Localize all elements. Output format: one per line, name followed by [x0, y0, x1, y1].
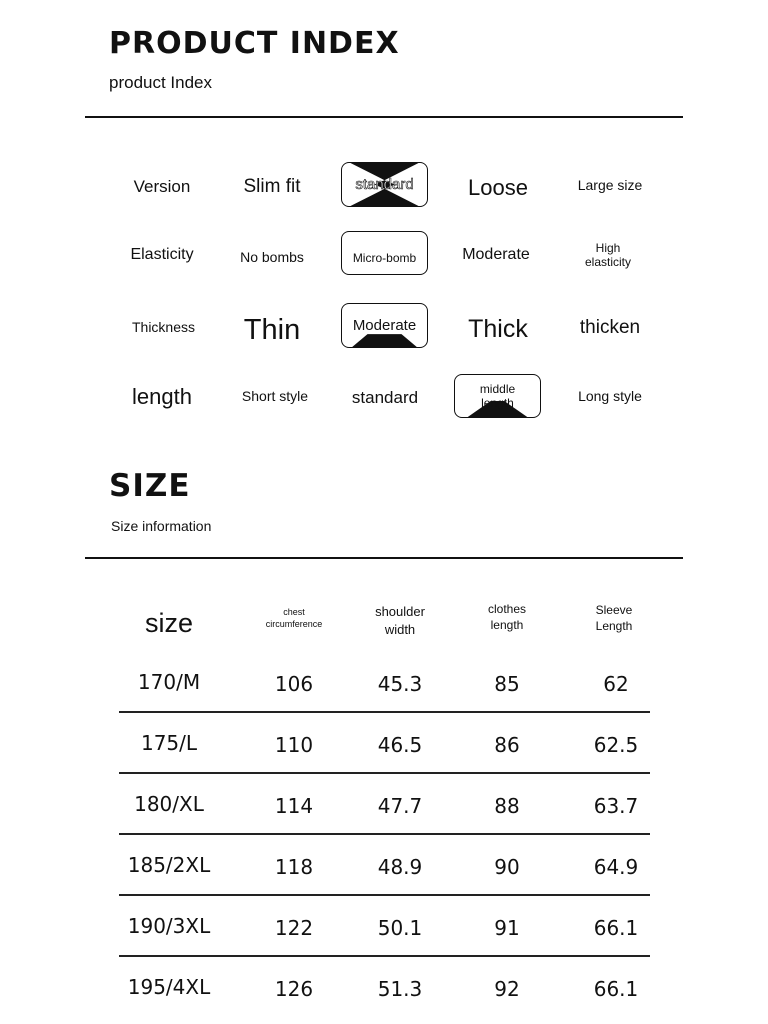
- page-subtitle: product Index: [109, 73, 213, 92]
- divider: [85, 116, 683, 118]
- size-section-title: SIZE: [109, 468, 191, 504]
- table-cell: 66.1: [593, 977, 639, 1001]
- table-cell: 45.3: [377, 672, 423, 696]
- index-option-selected: [341, 231, 428, 275]
- table-cell: 91: [494, 916, 520, 940]
- index-row-label: Thickness: [131, 318, 196, 335]
- index-option: Loose: [468, 174, 528, 200]
- row-divider: [119, 772, 650, 774]
- row-divider: [119, 894, 650, 896]
- index-option-label: Micro-bomb: [352, 250, 417, 265]
- table-cell: 51.3: [377, 977, 423, 1001]
- index-option: High elasticity: [584, 240, 631, 269]
- table-cell: 63.7: [593, 794, 639, 818]
- table-cell: 85: [494, 672, 520, 696]
- index-option: Short style: [241, 387, 309, 404]
- index-option: Long style: [578, 387, 642, 404]
- table-cell: 114: [274, 794, 314, 818]
- size-section-subtitle: Size information: [111, 518, 212, 534]
- divider: [85, 557, 683, 559]
- table-cell: 118: [274, 855, 314, 879]
- table-cell: 62.5: [593, 733, 639, 757]
- row-divider: [119, 711, 650, 713]
- page-title: PRODUCT INDEX: [109, 26, 400, 61]
- index-option: Thin: [243, 313, 301, 346]
- index-option-selected: [341, 162, 428, 207]
- index-option-selected: [454, 374, 541, 418]
- table-header-clothes-length: clothes length: [487, 602, 527, 633]
- table-cell: 122: [274, 916, 314, 940]
- index-option: Slim fit: [243, 175, 301, 197]
- index-option-label: middle length: [479, 381, 516, 410]
- index-option-selected: [341, 303, 428, 348]
- table-cell: 88: [494, 794, 520, 818]
- table-cell: 46.5: [377, 733, 423, 757]
- table-cell: 47.7: [377, 794, 423, 818]
- row-divider: [119, 833, 650, 835]
- table-cell: 126: [274, 977, 314, 1001]
- row-divider: [119, 955, 650, 957]
- index-option-label: standard: [355, 175, 414, 193]
- table-cell-size: 175/L: [140, 731, 198, 755]
- index-option: Moderate: [462, 246, 530, 264]
- table-header-shoulder: shoulder width: [375, 604, 425, 637]
- table-cell: 66.1: [593, 916, 639, 940]
- table-cell-size: 190/3XL: [127, 914, 211, 938]
- table-cell: 48.9: [377, 855, 423, 879]
- index-option: Thick: [468, 315, 528, 343]
- index-row-label: Version: [133, 176, 191, 196]
- index-option-label: Moderate: [352, 316, 417, 334]
- table-cell-size: 195/4XL: [127, 975, 211, 999]
- index-option: No bombs: [240, 248, 304, 265]
- table-header-chest: chest circumference: [265, 607, 323, 630]
- table-cell-size: 170/M: [137, 670, 201, 694]
- index-option: thicken: [579, 316, 641, 338]
- table-cell: 110: [274, 733, 314, 757]
- table-cell-size: 185/2XL: [127, 853, 211, 877]
- index-row-label: Elasticity: [130, 246, 194, 264]
- index-row-label: length: [132, 383, 192, 409]
- index-option: Large size: [577, 176, 643, 193]
- table-cell: 106: [274, 672, 314, 696]
- table-header-sleeve: Sleeve Length: [595, 603, 633, 634]
- table-cell-size: 180/XL: [134, 792, 204, 816]
- table-cell: 92: [494, 977, 520, 1001]
- table-header-size: size: [144, 608, 193, 638]
- table-cell: 50.1: [377, 916, 423, 940]
- table-cell: 64.9: [593, 855, 639, 879]
- table-cell: 90: [494, 855, 520, 879]
- table-cell: 62: [603, 672, 629, 696]
- index-option: standard: [351, 387, 419, 407]
- table-cell: 86: [494, 733, 520, 757]
